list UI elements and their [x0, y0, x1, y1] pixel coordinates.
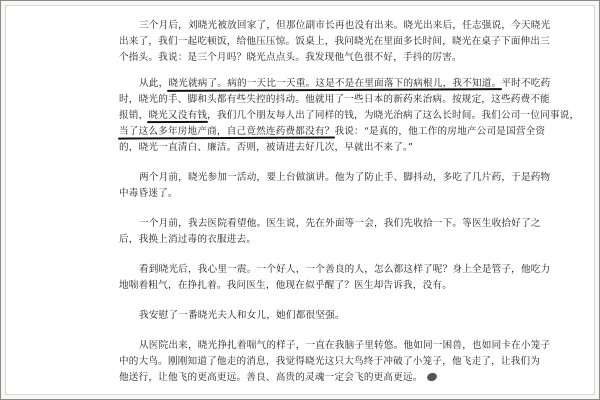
text-segment: 报销，	[119, 110, 149, 121]
paragraph	[119, 216, 541, 248]
underlined-text: 当了这么多年房地产商，自己竟然连药费都没有？	[119, 126, 335, 137]
text-segment: 一个月前，我去医院看望他。医生说，先在外面等一会，我们先收拾一下。等医生收拾好了之	[139, 218, 541, 229]
text-segment: 他送行，让他飞的更高更远。善良、高贵的灵魂一定会飞的更高更远。	[119, 372, 423, 383]
text-segment: ，我们几个朋友每人出了同样的钱，为晓光治病了这么长时间。我们公司一位同事说，	[207, 110, 580, 121]
text-segment: 从医院出来，晓光挣扎着喘气的样子，一直在我脑子里转悠。他如同一困兽，也如同卡在小笼子	[139, 340, 551, 351]
text-line	[119, 50, 497, 66]
text-line	[119, 108, 580, 124]
text-segment: 看到晓光后，我心里一震。一个好人，一个善良的人，怎么都这样了呢？身上全是管子，他吃力	[139, 264, 551, 275]
text-line	[119, 354, 541, 370]
paragraph-gap	[119, 294, 497, 308]
text-segment: 我说：“是真的，他工作的房地产公司是国营全资	[334, 126, 546, 137]
text-line	[119, 232, 497, 248]
text-segment: 两个月前，晓光参加一活动，要上台做演讲。他为了防止手、脚抖动，多吃了几片药，于是药物	[139, 172, 551, 183]
text-line	[119, 140, 497, 156]
underlined-text: 晓光就病了。病的一天比一天重。这是不是在里面落下的病根儿，我不知道。	[168, 78, 502, 89]
text-segment: 地喘着粗气，在挣扎着。我问医生，他现在似乎醒了？医生却告诉我，没有。	[119, 280, 452, 291]
paragraph-gap	[119, 248, 497, 262]
paragraph-gap	[119, 66, 497, 76]
paragraph	[119, 170, 551, 202]
text-segment: 的，晓光一直清白、廉洁。否则，被请进去好几次，早就出不来了。”	[119, 142, 414, 153]
text-line	[119, 338, 551, 354]
text-segment: 出来了，我们一起吃顿饭，给他压压惊。饭桌上，我问晓光在里面多长时间，晓光在桌子下面伸出三	[119, 36, 550, 47]
text-line	[119, 216, 541, 232]
paragraph-gap	[119, 156, 497, 170]
text-line	[119, 18, 551, 34]
paragraph	[119, 338, 551, 386]
text-segment: 后，我换上消过毒的衣服进去。	[119, 234, 257, 245]
paragraph	[119, 262, 551, 294]
text-segment: 三个月后，刘晓光被放回家了，但那位副市长再也没有出来。晓光出来后，任志强说，今天晓光	[139, 20, 551, 31]
text-line	[119, 124, 546, 140]
paragraph	[119, 18, 551, 66]
text-line	[119, 34, 550, 50]
text-line	[119, 76, 551, 92]
document-page	[5, 5, 595, 395]
ink-smudge-mark	[426, 372, 438, 383]
paragraph-gap	[119, 324, 497, 338]
article-body	[119, 18, 580, 386]
text-segment: 中的大鸟。刚刚知道了他走的消息，我觉得晓光这只大鸟终于冲破了小笼子，他飞走了，让我们为	[119, 356, 541, 367]
text-line	[119, 262, 551, 278]
text-segment: 时，晓光的手、脚和头都有些失控的抖动。他就用了一些日本的新药来治病。按规定，这些药费不能	[119, 94, 550, 105]
paragraph	[119, 76, 580, 156]
underlined-text: 晓光又没有钱	[148, 110, 208, 121]
text-segment: 我安慰了一番晓光夫人和女儿，她们都很坚强。	[139, 310, 345, 321]
text-segment: 从此，	[139, 78, 169, 89]
text-line	[119, 92, 550, 108]
text-line	[119, 370, 497, 386]
text-line	[119, 278, 497, 294]
text-line	[119, 308, 497, 324]
text-line	[119, 186, 497, 202]
text-line	[119, 170, 551, 186]
text-segment: 个指头。我说：是三个月吗？晓光点点头。我发现他气色很不好，手抖的厉害。	[119, 52, 462, 63]
text-segment: 平时不吃药	[501, 78, 551, 89]
text-segment: 中毒昏迷了。	[119, 188, 178, 199]
paragraph	[119, 308, 497, 324]
paragraph-gap	[119, 202, 497, 216]
